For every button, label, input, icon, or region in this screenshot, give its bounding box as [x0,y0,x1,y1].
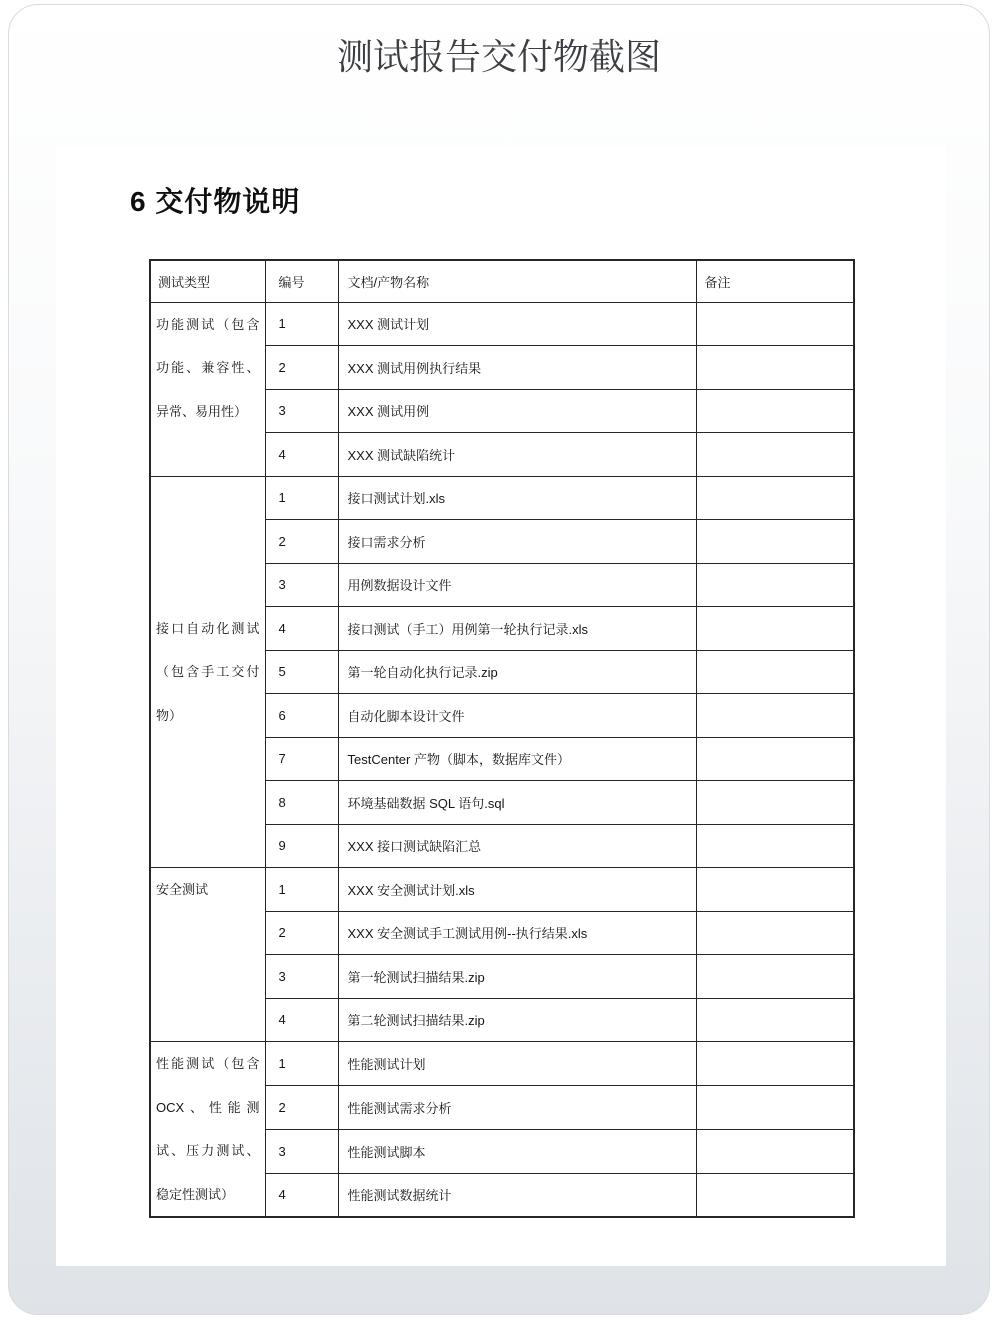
remark-cell [696,955,854,999]
row-number-cell: 9 [265,824,338,868]
remark-cell [696,1085,854,1129]
deliverable-name-cell: 性能测试脚本 [338,1129,696,1173]
remark-cell [696,346,854,390]
row-number-cell: 3 [265,955,338,999]
remark-cell [696,650,854,694]
row-number-cell: 2 [265,520,338,564]
remark-cell [696,737,854,781]
row-number-cell: 2 [265,911,338,955]
deliverable-name-cell: TestCenter 产物（脚本，数据库文件） [338,737,696,781]
row-number-cell: 1 [265,476,338,520]
deliverable-name-cell: 性能测试数据统计 [338,1173,696,1217]
deliverable-name-cell: XXX 测试用例执行结果 [338,346,696,390]
row-number-cell: 4 [265,998,338,1042]
deliverable-name-cell: 接口测试（手工）用例第一轮执行记录.xls [338,607,696,651]
deliverable-name-cell: 环境基础数据 SQL 语句.sql [338,781,696,825]
row-number-cell: 6 [265,694,338,738]
row-number-cell: 2 [265,346,338,390]
remark-cell [696,563,854,607]
deliverable-name-cell: XXX 安全测试计划.xls [338,868,696,912]
remark-cell [696,476,854,520]
table-header-row [150,260,854,302]
remark-cell [696,389,854,433]
row-number-cell: 1 [265,302,338,346]
test-type-cell: 接口自动化测试（包含手工交付物） [150,476,265,868]
deliverable-name-cell: 第二轮测试扫描结果.zip [338,998,696,1042]
row-number-cell: 3 [265,389,338,433]
section-heading: 6 交付物说明 [130,186,301,217]
remark-cell [696,302,854,346]
column-header: 测试类型 [150,260,265,302]
deliverable-name-cell: 接口需求分析 [338,520,696,564]
remark-cell [696,607,854,651]
remark-cell [696,1129,854,1173]
row-number-cell: 7 [265,737,338,781]
row-number-cell: 4 [265,1173,338,1217]
deliverable-name-cell: 第一轮测试扫描结果.zip [338,955,696,999]
table-body [150,302,854,1217]
deliverables-table [149,259,855,1218]
deliverable-name-cell: 性能测试计划 [338,1042,696,1086]
remark-cell [696,1042,854,1086]
table-row [150,476,854,520]
remark-cell [696,520,854,564]
test-type-cell: 性能测试（包含OCX、性能测试、压力测试、稳定性测试） [150,1042,265,1218]
remark-cell [696,998,854,1042]
test-type-cell: 功能测试（包含功能、兼容性、异常、易用性） [150,302,265,476]
deliverable-name-cell: XXX 测试缺陷统计 [338,433,696,477]
page-title: 测试报告交付物截图 [336,36,661,77]
deliverable-name-cell: 自动化脚本设计文件 [338,694,696,738]
remark-cell [696,433,854,477]
remark-cell [696,868,854,912]
row-number-cell: 4 [265,607,338,651]
column-header: 文档/产物名称 [338,260,696,302]
deliverable-name-cell: XXX 安全测试手工测试用例--执行结果.xls [338,911,696,955]
deliverable-name-cell: 性能测试需求分析 [338,1085,696,1129]
table-row [150,1042,854,1086]
remark-cell [696,781,854,825]
content-card [8,4,990,1315]
remark-cell [696,911,854,955]
row-number-cell: 3 [265,563,338,607]
remark-cell [696,1173,854,1217]
row-number-cell: 1 [265,1042,338,1086]
row-number-cell: 1 [265,868,338,912]
document-screenshot [56,146,946,1266]
column-header: 备注 [696,260,854,302]
table-row [150,868,854,912]
remark-cell [696,694,854,738]
row-number-cell: 3 [265,1129,338,1173]
deliverable-name-cell: XXX 测试计划 [338,302,696,346]
column-header: 编号 [265,260,338,302]
row-number-cell: 4 [265,433,338,477]
deliverable-name-cell: 接口测试计划.xls [338,476,696,520]
row-number-cell: 2 [265,1085,338,1129]
deliverable-name-cell: 用例数据设计文件 [338,563,696,607]
deliverable-name-cell: XXX 测试用例 [338,389,696,433]
remark-cell [696,824,854,868]
deliverable-name-cell: 第一轮自动化执行记录.zip [338,650,696,694]
deliverable-name-cell: XXX 接口测试缺陷汇总 [338,824,696,868]
row-number-cell: 8 [265,781,338,825]
row-number-cell: 5 [265,650,338,694]
test-type-cell: 安全测试 [150,868,265,1042]
table-row [150,302,854,346]
